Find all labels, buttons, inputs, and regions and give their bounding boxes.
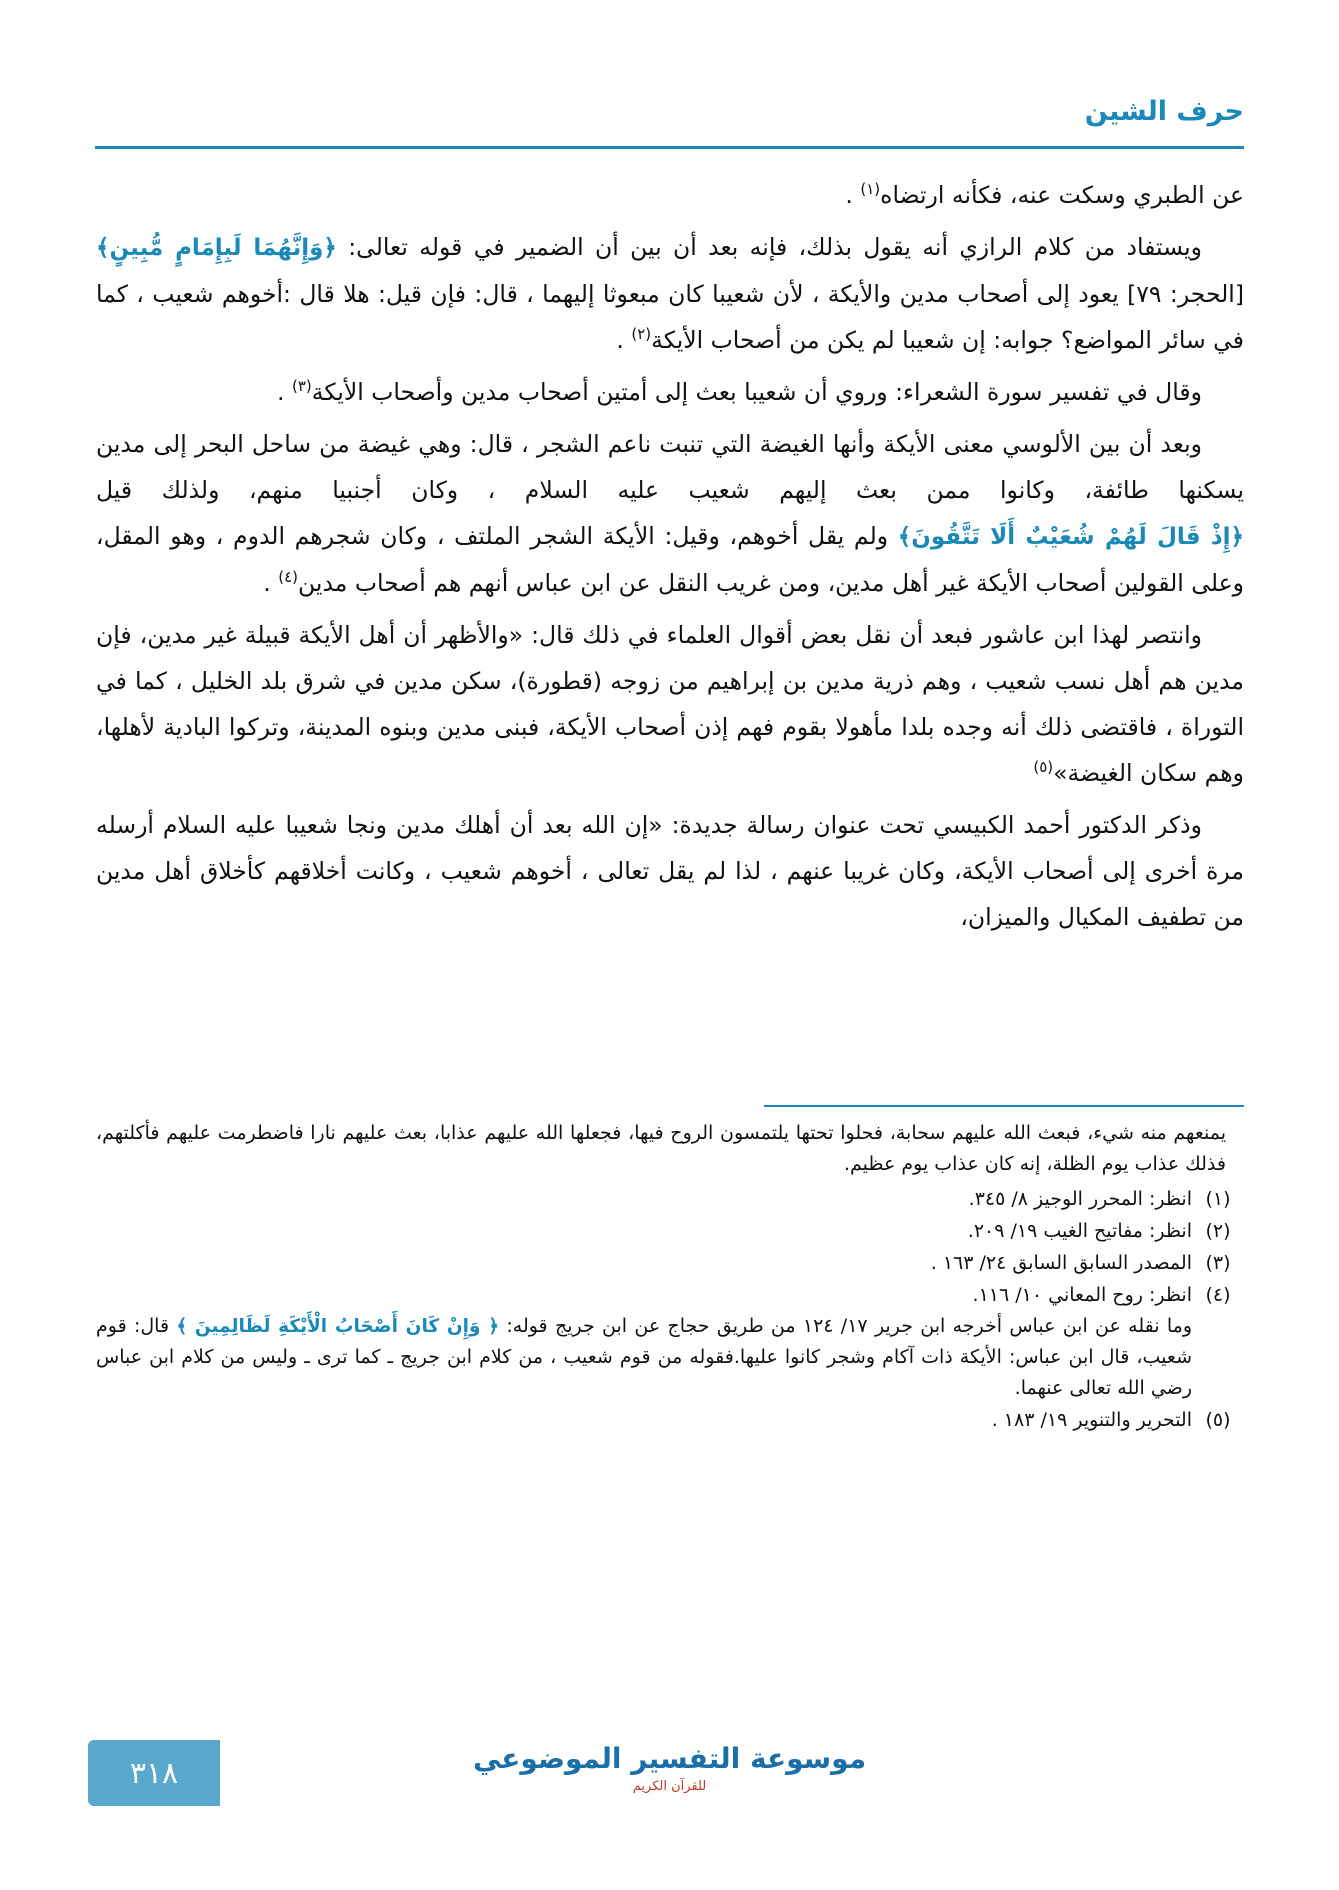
footnote-number: (٢) (1205, 1220, 1231, 1242)
page-header (95, 96, 1244, 154)
footnote-number: (١) (1205, 1188, 1231, 1210)
footnote-marker: (٣) (291, 377, 312, 396)
footnote-text (96, 1184, 1192, 1215)
text-run: [الحجر: ٧٩] يعود إلى أصحاب مدين والأيكة ، لأن شعيبا كان مبعوثا إليهما ، قال: فإن قيل: هلا قال :أخوهم شعيب ، كما في سائر المواضع؟ جوابه: إن شعيبا لم يكن من أصحاب الأيكة (96, 280, 1244, 354)
text-run: التحرير والتنوير ١٩/ ١٨٣ . (991, 1409, 1192, 1431)
publisher-logo (460, 1742, 880, 1794)
text-run: انظر: روح المعاني ١٠/ ١١٦. (972, 1284, 1192, 1306)
footnote-marker: (٥) (1033, 758, 1054, 777)
body-paragraph (96, 802, 1244, 940)
footnote-divider (764, 1105, 1244, 1107)
text-run: . (277, 378, 292, 406)
text-run: قال: قوم شعيب، قال ابن عباس: الأيكة ذات آكام وشجر كانوا عليها.فقوله من قوم شعيب ، من كلام ابن جريج ـ كما ترى ـ وليس من كلام ابن عباس رضي الله تعالى عنهما. (96, 1315, 1192, 1399)
page-number-badge: ٣١٨ (88, 1740, 220, 1806)
footnote-number: (٤) (1205, 1284, 1231, 1306)
footnote-text (96, 1216, 1192, 1247)
text-run: عن الطبري وسكت عنه، فكأنه ارتضاه (880, 181, 1244, 209)
page-footer (0, 1732, 1339, 1842)
text-run: . (616, 326, 632, 354)
text-run: انظر: المحرر الوجيز ٨/ ٣٤٥. (968, 1188, 1192, 1210)
footnote-number: (٣) (1205, 1252, 1231, 1274)
footnote-marker: (١) (860, 180, 881, 199)
body-paragraph (96, 369, 1244, 415)
footnote-number: (٥) (1205, 1409, 1231, 1431)
footnote-item (96, 1184, 1244, 1215)
logo-main-text: موسوعة التفسير الموضوعي (472, 1742, 867, 1775)
text-run: وما نقله عن ابن عباس أخرجه ابن جرير ١٧/ ١٢٤ من طريق حجاج عن ابن جريج قوله: (499, 1315, 1192, 1337)
footnote-item (96, 1248, 1244, 1279)
header-divider (95, 146, 1244, 149)
text-run: وانتصر لهذا ابن عاشور فبعد أن نقل بعض أقوال العلماء في ذلك قال: «والأظهر أن أهل الأيكة قبيلة غير مدين، فإن مدين هم أهل نسب شعيب ، وهم ذرية مدين بن إبراهيم من زوجه (قطورة)، سكن مدين في شرق بلد الخليل ، كما في التوراة ، فاقتضى ذلك أنه وجده بلدا مأهولا بقوم فهم إذن أصحاب الأيكة، فبنى مدين وبنوه المدينة، وتركوا البادية لأهلها، وهم سكان الغيضة» (96, 621, 1244, 787)
text-run: وذكر الدكتور أحمد الكبيسي تحت عنوان رسالة جديدة: «إن الله بعد أن أهلك مدين ونجا شعيبا عليه السلام أرسله مرة أخرى إلى أصحاب الأيكة، وكان غريبا عنهم ، لذا لم يقل تعالى ، أخوهم شعيب ، وكانت أخلاقهم كأخلاق أهل مدين من تطفيف المكيال والميزان، (96, 811, 1244, 931)
footnote-list (96, 1184, 1244, 1436)
quran-verse: ﴿وَإِنَّهُمَا لَبِإِمَامٍ مُّبِينٍ﴾ (96, 235, 337, 261)
footnote-marker: (٢) (631, 325, 652, 344)
text-run: ولم يقل أخوهم، وقيل: الأيكة الشجر الملتف ، وكان شجرهم الدوم ، وهو المقل، وعلى القولين أصحاب الأيكة غير أهل مدين، ومن غريب النقل عن ابن عباس أنهم هم أصحاب مدين (96, 522, 1244, 597)
chapter-title: حرف الشين (1084, 96, 1244, 127)
footnote-marker: (٤) (278, 568, 299, 587)
footnote-text (96, 1248, 1192, 1279)
text-run: ويستفاد من كلام الرازي أنه يقول بذلك، فإنه بعد أن بين أن الضمير في قوله تعالى: (336, 233, 1202, 261)
body-text (96, 172, 1244, 946)
footnote-item (96, 1216, 1244, 1247)
body-paragraph (96, 172, 1244, 218)
body-paragraph (96, 612, 1244, 796)
footnote-text (96, 1405, 1192, 1436)
body-paragraph (96, 421, 1244, 606)
text-run: . (845, 181, 861, 209)
text-run: المصدر السابق السابق ٢٤/ ١٦٣ . (930, 1252, 1192, 1274)
text-run: وقال في تفسير سورة الشعراء: وروي أن شعيبا بعث إلى أمتين أصحاب مدين وأصحاب الأيكة (311, 378, 1202, 406)
footnote-item (96, 1405, 1244, 1436)
body-paragraph (96, 224, 1244, 363)
logo-sub-text: للقرآن الكريم (632, 1779, 707, 1794)
quran-verse: ﴿إِذْ قَالَ لَهُمْ شُعَيْبٌ أَلَا تَتَّقُونَ﴾ (897, 524, 1245, 550)
text-run: وبعد أن بين الألوسي معنى الأيكة وأنها الغيضة التي تنبت ناعم الشجر ، قال: وهي غيضة من ساحل البحر إلى مدين يسكنها طائفة، وكانوا ممن بعث إليهم شعيب عليه السلام ، وكان أجنبيا منهم، ولذلك قيل (96, 430, 1244, 504)
footnote-text (96, 1280, 1192, 1404)
footnote-lead-text: يمنعهم منه شيء، فبعث الله عليهم سحابة، فحلوا تحتها يلتمسون الروح فيها، فجعلها الله عليهم عذابا، بعث عليهم نارا فاضطرمت عليهم فأكلتهم، فذلك عذاب يوم الظلة، إنه كان عذاب يوم عظيم. (96, 1122, 1226, 1175)
footnotes-section (96, 1118, 1244, 1437)
quran-verse: ﴿ وَإِنْ كَانَ أَصْحَابُ الْأَيْكَةِ لَظَالِمِينَ ﴾ (176, 1316, 500, 1337)
footnote-item (96, 1280, 1244, 1404)
text-run: انظر: مفاتيح الغيب ١٩/ ٢٠٩. (967, 1220, 1192, 1242)
text-run: . (263, 569, 279, 597)
